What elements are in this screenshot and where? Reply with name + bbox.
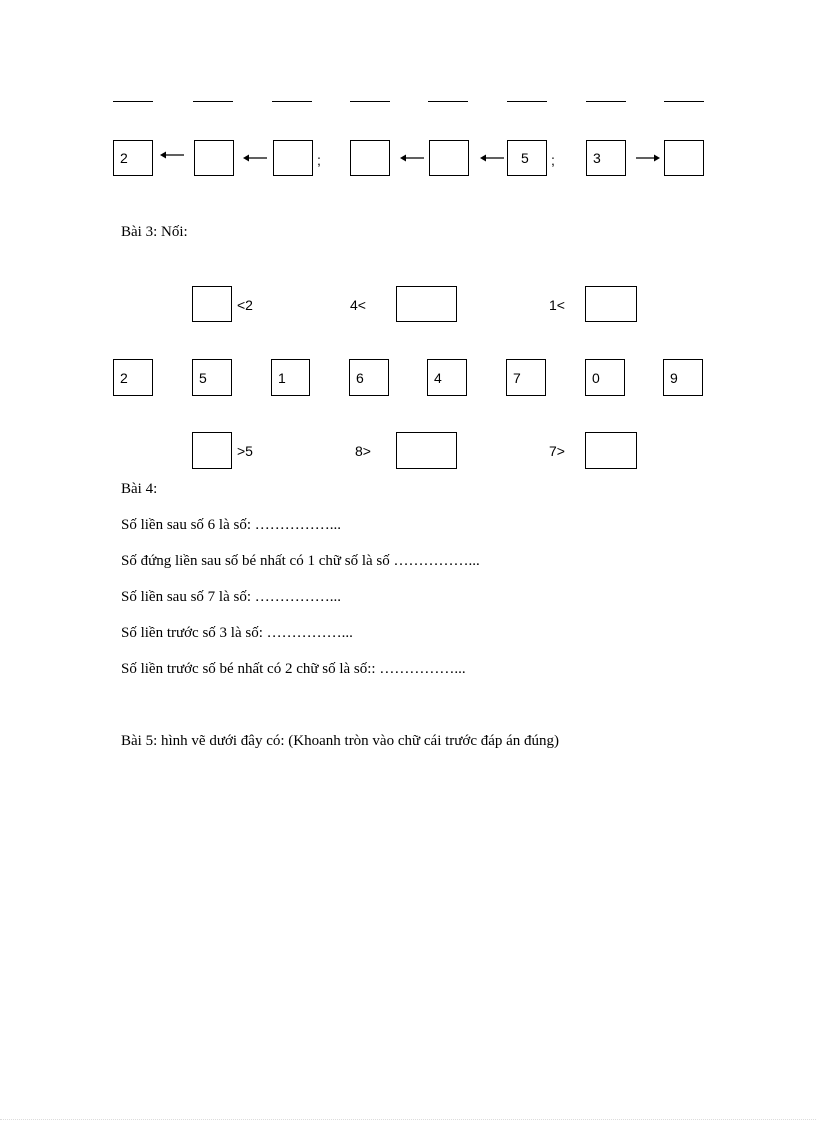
answer-blank-line [664, 101, 704, 102]
question-text: Số liền trước số bé nhất có 2 chữ số là số:: [121, 661, 380, 677]
number-box[interactable] [271, 359, 310, 396]
exercise-3-heading: Bài 3: Nối: [121, 224, 188, 240]
sequence-box[interactable] [507, 140, 547, 176]
answer-blank-line [507, 101, 547, 102]
question-item [121, 662, 466, 677]
answer-box[interactable] [585, 432, 637, 469]
comparison-label: 1< [549, 297, 565, 313]
question-text: Số liền sau số 6 là số: [121, 517, 255, 533]
arrow-left-icon [480, 153, 504, 163]
number-box-value: 0 [592, 369, 600, 386]
arrow-left-icon [160, 150, 184, 160]
sequence-box[interactable] [194, 140, 234, 176]
number-box-value: 4 [434, 369, 442, 386]
number-box[interactable] [427, 359, 467, 396]
arrow-left-icon [400, 153, 424, 163]
answer-dots[interactable]: ……………... [254, 589, 341, 605]
number-box[interactable] [663, 359, 703, 396]
arrow-left-icon [243, 153, 267, 163]
comparison-label: >5 [237, 443, 253, 459]
sequence-box[interactable] [429, 140, 469, 176]
sequence-box[interactable] [113, 140, 153, 176]
number-box-value: 9 [670, 369, 678, 386]
sequence-box[interactable] [664, 140, 704, 176]
arrow-right-icon [636, 153, 660, 163]
number-box[interactable] [585, 359, 625, 396]
exercise-5-heading: Bài 5: hình vẽ dưới đây có: (Khoanh tròn vào chữ cái trước đáp án đúng) [121, 733, 560, 749]
answer-box[interactable] [192, 432, 232, 469]
number-box-value: 6 [356, 369, 364, 386]
comparison-label: 4< [350, 297, 366, 313]
sequence-box-value: 5 [521, 150, 529, 166]
answer-box[interactable] [396, 286, 457, 322]
comparison-label: 7> [549, 443, 565, 459]
exercise-4-heading: Bài 4: [121, 481, 158, 497]
number-box-value: 2 [120, 369, 128, 386]
question-text: Số đứng liền sau số bé nhất có 1 chữ số là số [121, 553, 394, 569]
page-bottom-divider [0, 1119, 816, 1120]
answer-dots[interactable]: ……………... [254, 517, 341, 533]
answer-dots[interactable]: ……………... [266, 625, 353, 641]
question-item [121, 554, 480, 569]
separator: ; [551, 152, 555, 168]
answer-blank-line [586, 101, 626, 102]
number-box-value: 5 [199, 369, 207, 386]
answer-dots[interactable]: ……………... [379, 661, 466, 677]
number-box[interactable] [506, 359, 546, 396]
question-item [121, 626, 353, 641]
sequence-box[interactable] [586, 140, 626, 176]
sequence-box-value: 2 [120, 150, 128, 166]
number-box-value: 7 [513, 369, 521, 386]
question-item [121, 590, 341, 605]
comparison-label: <2 [237, 297, 253, 313]
answer-blank-line [193, 101, 233, 102]
separator: ; [317, 152, 321, 168]
comparison-label: 8> [355, 443, 371, 459]
answer-box[interactable] [585, 286, 637, 322]
answer-blank-line [350, 101, 390, 102]
number-box[interactable] [192, 359, 232, 396]
sequence-box[interactable] [350, 140, 390, 176]
question-text: Số liền trước số 3 là số: [121, 625, 267, 641]
number-box[interactable] [349, 359, 389, 396]
question-text: Số liền sau số 7 là số: [121, 589, 255, 605]
sequence-box[interactable] [273, 140, 313, 176]
number-box[interactable] [113, 359, 153, 396]
answer-box[interactable] [396, 432, 457, 469]
question-item [121, 518, 341, 533]
number-box-value: 1 [278, 369, 286, 386]
answer-dots[interactable]: ……………... [393, 553, 480, 569]
sequence-box-value: 3 [593, 150, 601, 166]
answer-box[interactable] [192, 286, 232, 322]
answer-blank-line [113, 101, 153, 102]
answer-blank-line [428, 101, 468, 102]
answer-blank-line [272, 101, 312, 102]
